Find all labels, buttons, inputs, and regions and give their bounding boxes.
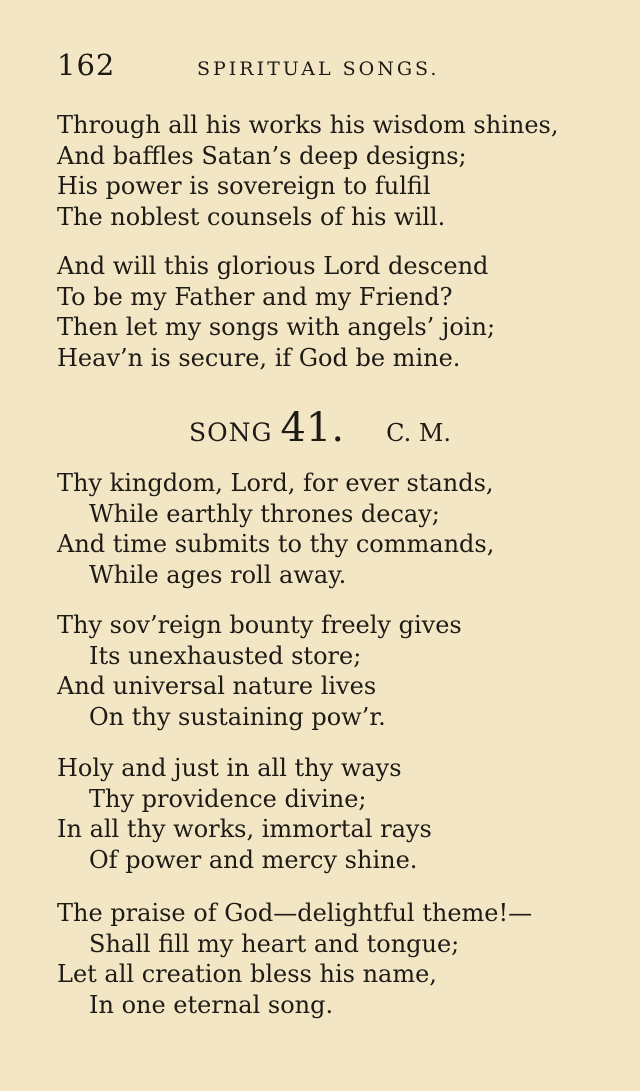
song-number: 41. (280, 405, 345, 451)
song-stanza-4 (57, 898, 617, 1020)
verse-line: Heav’n is secure, if God be mine. (57, 343, 461, 372)
verse-line: Through all his works his wisdom shines, (57, 111, 559, 139)
verse-line: The praise of God—delightful theme!— (57, 899, 533, 927)
verse-line: His power is sovereign to fulfil (57, 172, 431, 200)
page-header (57, 48, 597, 88)
verse-line: In all thy works, immortal rays (57, 815, 432, 843)
page-number: 162 (57, 48, 116, 82)
verse-line: And will this glorious Lord descend (57, 252, 489, 280)
verse-line: While earthly thrones decay; (89, 499, 440, 528)
verse-line: Let all creation bless his name, (57, 960, 437, 988)
verse-line: And baffles Satan’s deep designs; (57, 141, 467, 170)
verse-line: Its unexhausted store; (89, 641, 362, 670)
verse-line: And time submits to thy commands, (57, 530, 495, 558)
stanza-continued-1 (57, 110, 617, 232)
verse-line: Thy providence divine; (89, 784, 367, 813)
song-heading (0, 405, 640, 455)
verse-line: Of power and mercy shine. (89, 845, 418, 874)
verse-line: On thy sustaining pow’r. (89, 702, 386, 731)
verse-line: Then let my songs with angels’ join; (57, 313, 496, 341)
running-title: SPIRITUAL SONGS. (197, 58, 440, 80)
verse-line: In one eternal song. (89, 990, 334, 1019)
verse-line: Thy kingdom, Lord, for ever stands, (57, 469, 494, 497)
verse-line: Shall fill my heart and tongue; (89, 929, 460, 958)
song-label: SONG (188, 418, 273, 447)
stanza-continued-2 (57, 251, 617, 373)
song-stanza-1 (57, 468, 617, 590)
verse-line: Holy and just in all thy ways (57, 754, 402, 782)
song-metre: C. M. (386, 419, 452, 447)
verse-line: The noblest counsels of his will. (57, 202, 446, 231)
verse-line: Thy sov’reign bounty freely gives (57, 611, 462, 639)
song-stanza-3 (57, 753, 617, 875)
verse-line: And universal nature lives (57, 672, 377, 700)
verse-line: While ages roll away. (89, 560, 347, 589)
verse-line: To be my Father and my Friend? (57, 282, 453, 311)
song-stanza-2 (57, 610, 617, 732)
